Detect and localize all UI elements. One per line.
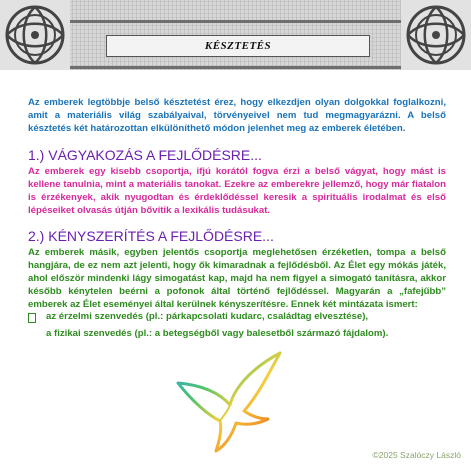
celtic-knot-ornament-icon	[401, 0, 471, 70]
list-item	[28, 328, 446, 341]
dove-rainbow-icon	[172, 345, 290, 455]
section2-paragraph: Az emberek másik, egyben jelentős csoportja meglehetősen érzéketlen, tompa a belső hangjára, de ez nem azt jelenti, hogy ők kimaradnak a fejlődésből. Az Élet egy mókás játék, ahol először mindenki lágy simogatást kap, majd ha nem figyel a simogató tanításra, akkor később kénytelen beérni a pofonok által történő fejlődéssel. Magyarán a „fafejűbb” emberek az Élet eseményei által kerülnek kényszerítésre. Ennek két mintázata ismert:	[28, 247, 446, 310]
section1-paragraph: Az emberek egy kisebb csoportja, ifjú korától fogva érzi a belső vágyat, hogy mást is kellene tanulnia, mint a materiális tanokat. Ezekre az emberekre jellemző, hogy már fiatalon is érzékenyek, akik nyugodtan és érdeklődéssel keresik a spirituális irodalmat és első lépéseiket olvasás útján bővítik a lexikális tudásukat.	[28, 166, 446, 216]
page-title: KÉSZTETÉS	[204, 40, 272, 52]
main-content	[28, 96, 446, 340]
list-item-text: az érzelmi szenvedés (pl.: párkapcsolati kudarc, családtag elvesztése),	[46, 311, 369, 322]
list-item	[28, 311, 446, 328]
section1-heading: 1.) VÁGYAKOZÁS A FEJLŐDÉSRE...	[28, 147, 262, 163]
celtic-knot-ornament-icon	[0, 0, 70, 70]
section2-heading: 2.) KÉNYSZERÍTÉS A FEJLŐDÉSRE...	[28, 228, 274, 244]
title-box	[106, 35, 370, 57]
intro-paragraph: Az emberek legtöbbje belső késztetést érez, hogy elkezdjen olyan dolgokkal foglalkozni, amit a materiális világ szabályaival, törvényeivel nem tud megmagyarázni. A belső késztetés két határozottan elkülöníthető módon jelenhet meg az emberek életében.	[28, 97, 446, 134]
copyright-text: ©2025 Szalóczy László	[372, 450, 461, 460]
bullet-square-icon	[28, 311, 46, 328]
list-item-text: a fizikai szenvedés (pl.: a betegségből vagy balesetből származó fájdalom).	[46, 327, 389, 339]
